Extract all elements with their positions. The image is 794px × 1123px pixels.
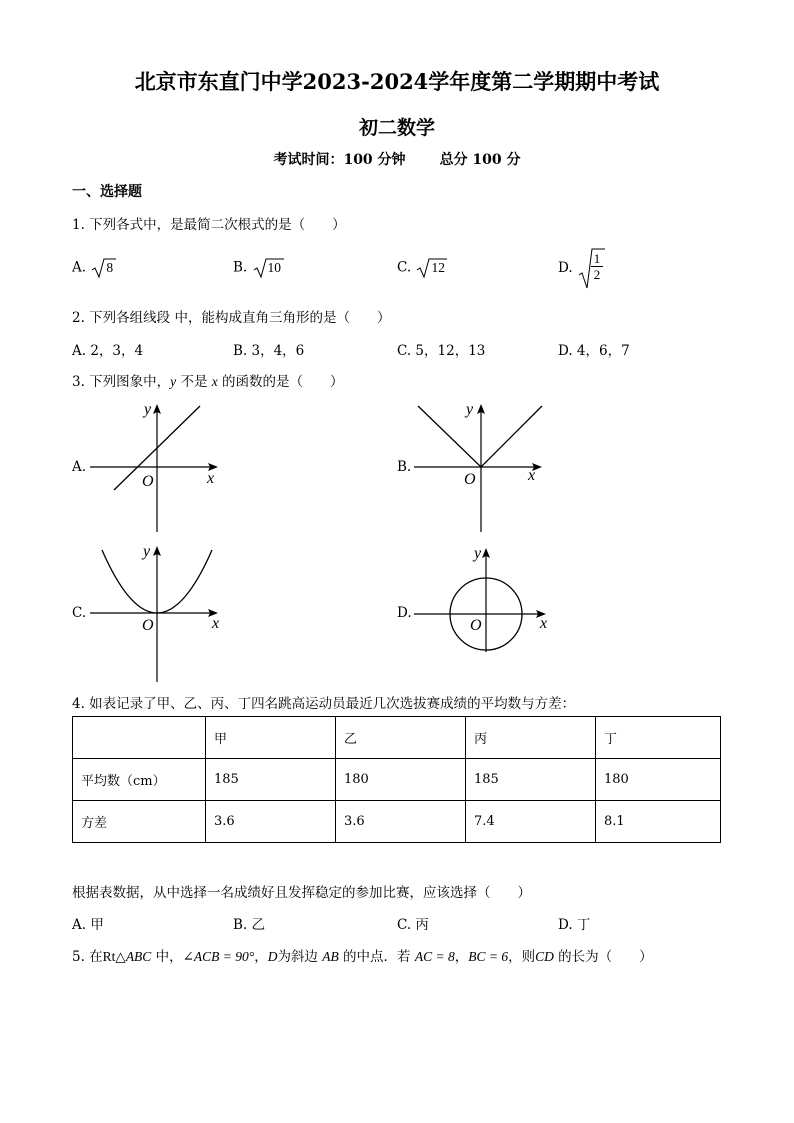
option-label: C.: [397, 259, 412, 276]
q5-rt: Rt△: [102, 949, 126, 964]
radicand: 10: [267, 259, 282, 275]
q5-ac: AC = 8: [414, 949, 455, 964]
var-x: x: [211, 374, 218, 389]
table-cell: 180: [336, 759, 466, 801]
q2-option-a: A. 2，3，4: [72, 343, 144, 359]
q2-option-c: C. 5，12，13: [397, 343, 486, 359]
sqrt-fraction: [577, 247, 605, 289]
x-axis-label: x: [528, 467, 536, 484]
q1-option-a: [72, 257, 113, 279]
q4-option-a: A. 甲: [72, 917, 104, 933]
radicand: 8: [106, 259, 114, 275]
q5-segment-cd: CD: [535, 949, 554, 964]
q2-option-d: D. 4，6，7: [558, 343, 630, 359]
table-cell: 乙: [336, 717, 466, 759]
table-row: [73, 759, 721, 801]
function-curve: [418, 406, 542, 467]
q3-option-b-label: B.: [397, 459, 412, 475]
q3-text-mid: 不是: [176, 374, 212, 390]
option-label: B.: [233, 259, 248, 276]
exam-total: 总分 100 分: [439, 152, 521, 168]
denominator: 2: [593, 267, 601, 282]
q2-option-b: B. 3，4，6: [233, 343, 305, 359]
q5-triangle: ABC: [125, 949, 152, 964]
table-cell: 平均数（cm）: [73, 759, 206, 801]
origin-label: O: [470, 617, 482, 634]
option-label: A.: [72, 259, 87, 276]
exam-title: 北京市东直门中学2023-2024学年度第二学期期中考试: [134, 69, 660, 94]
question-4-text: 4. 如表记录了甲、乙、丙、丁四名跳高运动员最近几次选拔赛成绩的平均数与方差：: [72, 696, 576, 712]
question-4-followup: 根据表数据，从中选择一名成绩好且发挥稳定的参加比赛，应该选择（ ）: [72, 885, 531, 901]
table-cell: 丙: [466, 717, 596, 759]
q3-text-prefix: 3. 下列图象中，: [72, 374, 171, 390]
graph-b-abs: [414, 398, 554, 532]
q5-text: ，: [254, 949, 268, 965]
table-cell: [73, 717, 206, 759]
x-axis-label: x: [212, 615, 220, 632]
table-cell: 185: [206, 759, 336, 801]
q5-bc: BC = 6: [468, 949, 509, 964]
question-2-text: 2. 下列各组线段 中，能构成直角三角形的是（ ）: [72, 310, 391, 326]
q5-text: 中，: [151, 949, 183, 965]
table-cell: 甲: [206, 717, 336, 759]
q3-option-d-label: D.: [397, 605, 412, 621]
q5-angle: ∠ACB = 90°: [182, 949, 255, 964]
exam-subject: 初二数学: [358, 117, 435, 139]
x-axis-label: x: [207, 470, 215, 487]
q1-option-c: [397, 257, 445, 279]
fraction: [591, 251, 603, 282]
q3-option-c-label: C.: [72, 605, 87, 621]
q5-segment-ab: AB: [322, 949, 339, 964]
radicand: 12: [431, 259, 445, 275]
q4-option-b: B. 乙: [233, 917, 266, 933]
q3-text-suffix: 的函数的是（ ）: [217, 374, 344, 390]
y-axis-label: y: [144, 401, 152, 418]
section-heading: 一、选择题: [72, 184, 142, 200]
sqrt-expression: [90, 257, 113, 279]
y-axis-label: y: [474, 545, 482, 562]
table-row: [73, 801, 721, 843]
exam-time: 考试时间：100 分钟: [273, 152, 406, 168]
table-cell: 丁: [596, 717, 721, 759]
table-header-row: [73, 717, 721, 759]
table-cell: 8.1: [596, 801, 721, 843]
q1-option-d: [558, 247, 605, 289]
q5-text: 的中点．若: [338, 949, 415, 965]
q5-point-d: D: [267, 949, 278, 964]
graph-c-parabola: [90, 540, 230, 682]
q5-prefix: 5. 在: [72, 949, 103, 965]
y-axis-label: y: [143, 543, 151, 560]
table-cell: 3.6: [206, 801, 336, 843]
option-label: D.: [558, 260, 573, 276]
q1-option-b: [233, 257, 281, 279]
table-cell: 3.6: [336, 801, 466, 843]
table-cell: 185: [466, 759, 596, 801]
q5-text: ，: [454, 949, 469, 965]
q4-table: [72, 716, 721, 843]
origin-label: O: [142, 473, 154, 490]
q5-text: 为斜边: [277, 949, 323, 965]
graph-a-line: [90, 398, 230, 532]
table-cell: 方差: [73, 801, 206, 843]
var-y: y: [170, 374, 177, 389]
question-1-text: 1. 下列各式中，是最简二次根式的是（ ）: [72, 217, 346, 233]
q5-text: ，则: [508, 949, 536, 965]
origin-label: O: [464, 471, 476, 488]
origin-label: O: [142, 617, 154, 634]
table-cell: 180: [596, 759, 721, 801]
question-5-text: [72, 945, 653, 965]
q4-option-d: D. 丁: [558, 917, 591, 933]
x-axis-label: x: [540, 615, 548, 632]
sqrt-expression: [252, 257, 282, 279]
q5-suffix: 的长为（ ）: [553, 949, 653, 965]
y-axis-label: y: [466, 401, 474, 418]
q4-option-c: C. 丙: [397, 917, 429, 933]
table-cell: 7.4: [466, 801, 596, 843]
exam-meta: [0, 149, 794, 169]
numerator: 1: [593, 251, 601, 266]
question-3-text: [72, 370, 344, 390]
sqrt-expression: [415, 257, 445, 279]
q3-option-a-label: A.: [72, 459, 87, 475]
graph-d-circle: [414, 540, 559, 682]
